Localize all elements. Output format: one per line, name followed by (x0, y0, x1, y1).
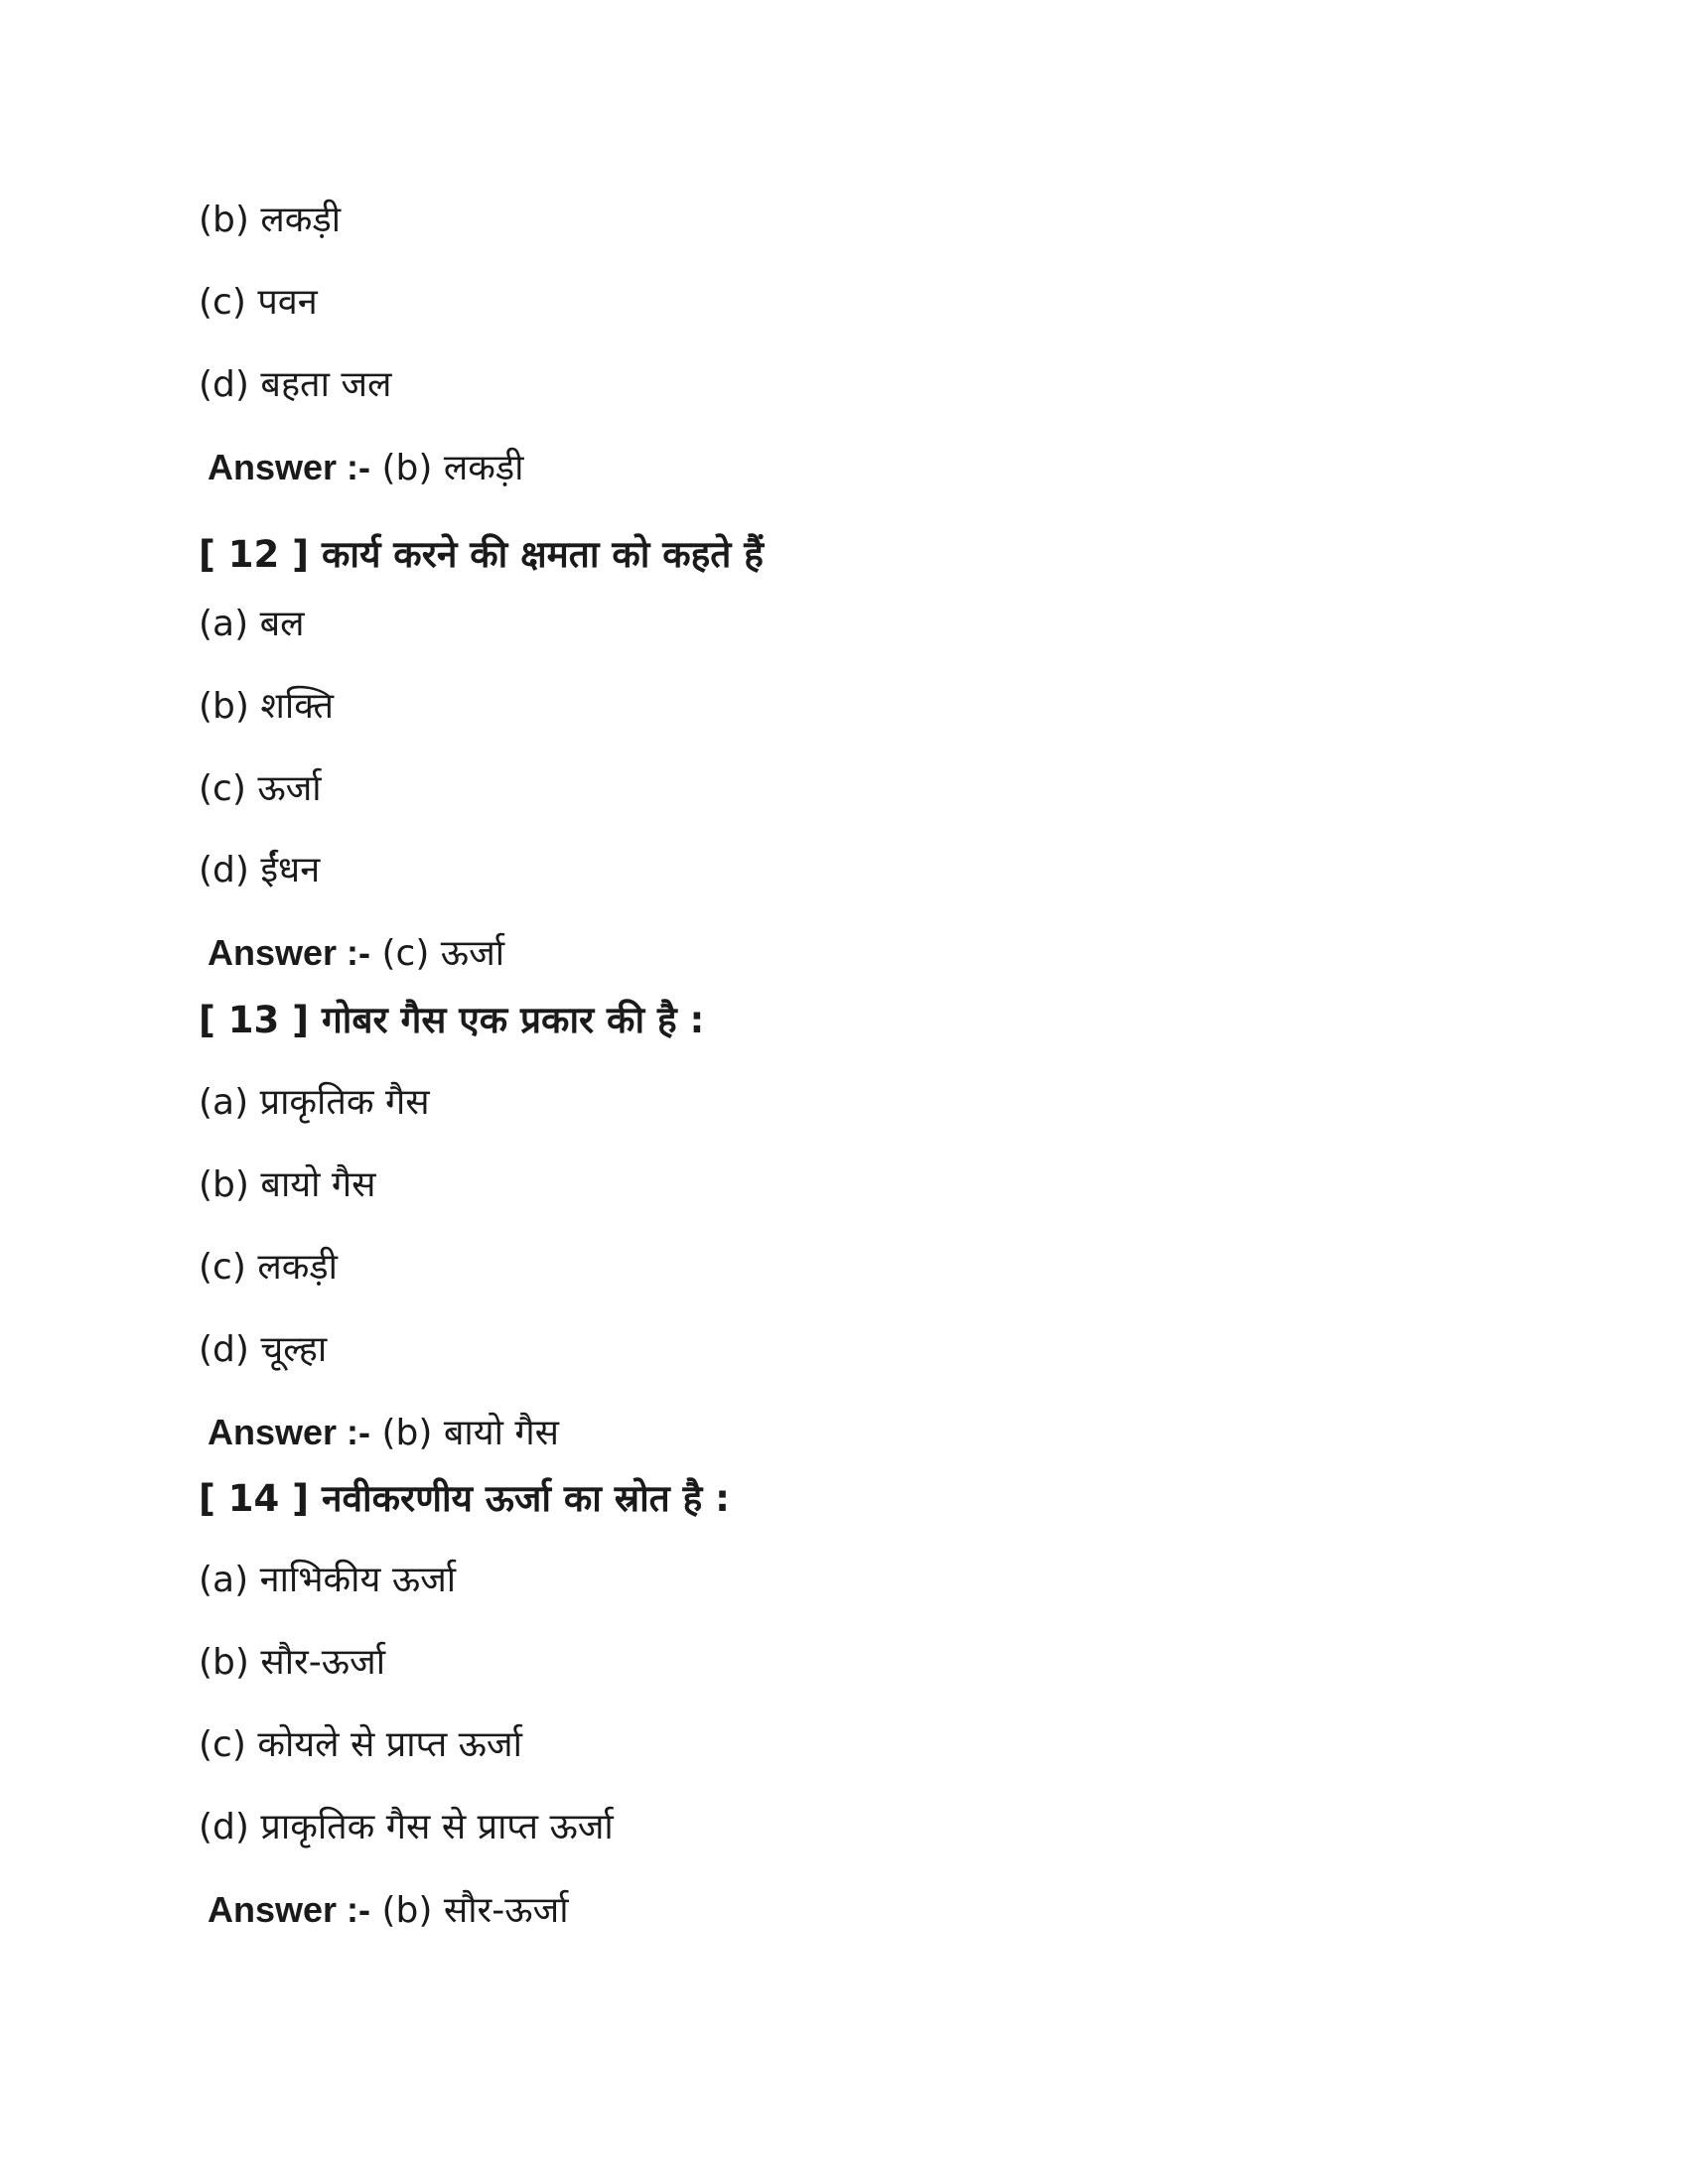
q13-answer (208, 1411, 559, 1455)
question-12: [ 12 ] कार्य करने की क्षमता को कहते हैं (199, 533, 764, 576)
q11-option-c: (c) पवन (199, 282, 318, 323)
answer-label: Answer :- (208, 1412, 371, 1452)
answer-text: (c) ऊर्जा (381, 933, 505, 974)
answer-text: (b) बायो गैस (381, 1413, 560, 1453)
q11-option-b: (b) लकड़ी (199, 200, 342, 240)
q12-answer (208, 931, 504, 976)
answer-label: Answer :- (208, 932, 371, 973)
q12-option-d: (d) ईंधन (199, 850, 321, 890)
q14-option-c: (c) कोयले से प्राप्त ऊर्जा (199, 1724, 522, 1765)
question-13: [ 13 ] गोबर गैस एक प्रकार की है : (199, 999, 705, 1041)
q14-option-a: (a) नाभिकीय ऊर्जा (199, 1560, 457, 1600)
q11-answer (208, 446, 524, 490)
q12-option-a: (a) बल (199, 604, 305, 644)
answer-text: (b) सौर-ऊर्जा (381, 1890, 569, 1931)
q13-option-d: (d) चूल्हा (199, 1329, 328, 1370)
q13-option-b: (b) बायो गैस (199, 1164, 376, 1205)
q14-option-b: (b) सौर-ऊर्जा (199, 1642, 386, 1683)
q13-option-c: (c) लकड़ी (199, 1247, 338, 1288)
q13-option-a: (a) प्राकृतिक गैस (199, 1082, 430, 1123)
q14-answer (208, 1888, 569, 1933)
q12-option-c: (c) ऊर्जा (199, 768, 322, 809)
answer-label: Answer :- (208, 447, 371, 487)
q11-option-d: (d) बहता जल (199, 364, 392, 405)
answer-text: (b) लकड़ी (381, 448, 524, 488)
q14-option-d: (d) प्राकृतिक गैस से प्राप्त ऊर्जा (199, 1807, 614, 1847)
answer-label: Answer :- (208, 1889, 371, 1930)
q12-option-b: (b) शक्ति (199, 686, 335, 727)
question-14: [ 14 ] नवीकरणीय ऊर्जा का स्रोत है : (199, 1477, 730, 1520)
